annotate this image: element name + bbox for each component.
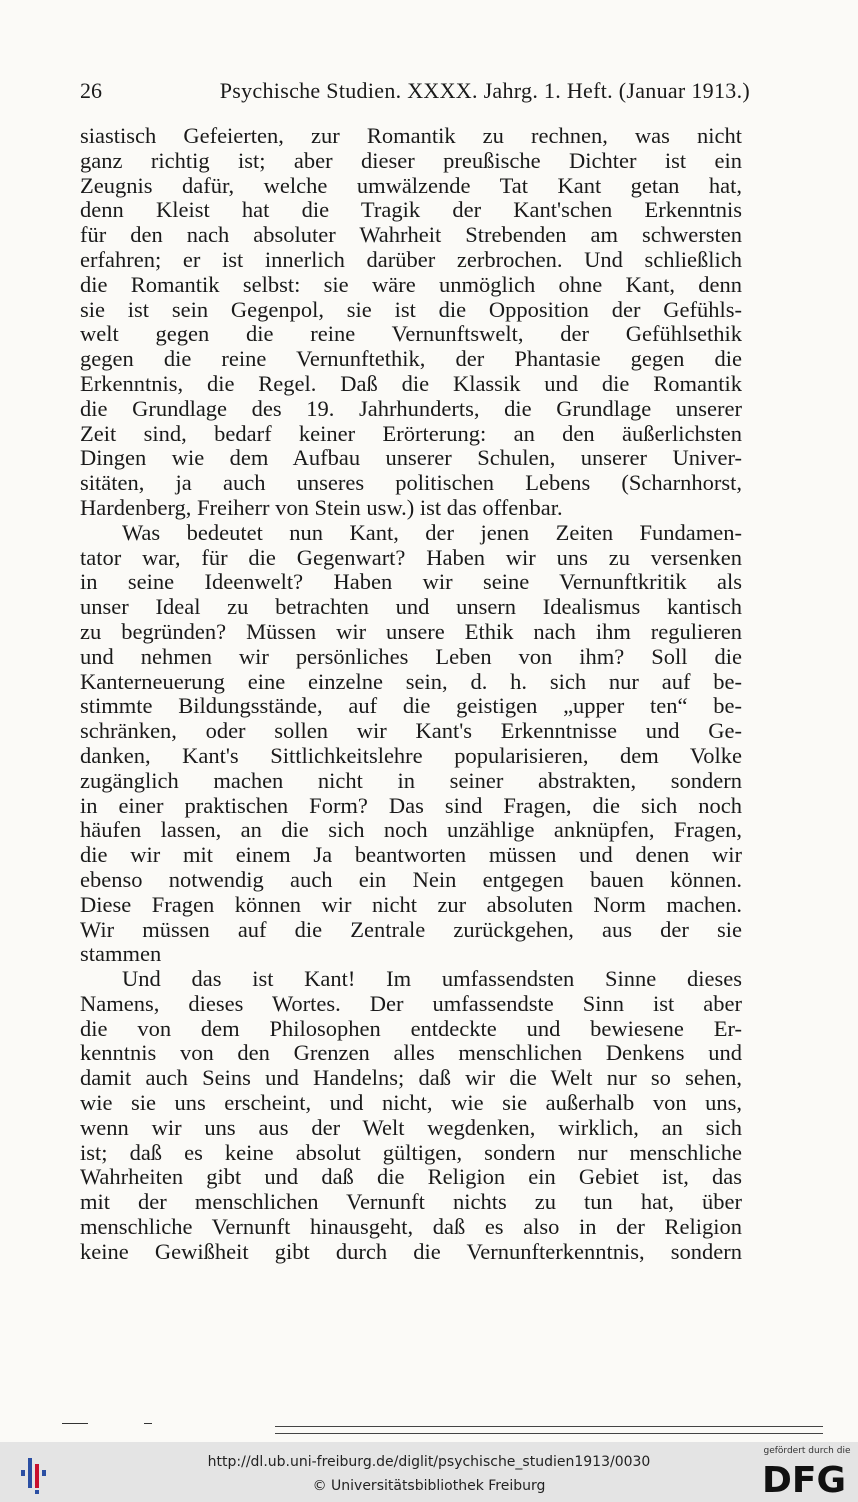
text-line: häufen lassen, an die sich noch unzählige anknüpfen, Fragen, [80, 817, 742, 843]
running-header [80, 78, 750, 104]
text-line: zugänglich machen nicht in seiner abstrakten, sondern [80, 767, 742, 793]
text-line: gegen die reine Vernunftethik, der Phantasie gegen die [80, 346, 742, 372]
copyright-notice: © Universitätsbibliothek Freiburg [312, 1478, 546, 1494]
source-url-link[interactable]: http://dl.ub.uni-freiburg.de/diglit/psychische_studien1913/0030 [207, 1454, 651, 1470]
dfg-logo-icon [758, 1458, 850, 1498]
text-line: Erkenntnis, die Regel. Daß die Klassik und die Romantik [80, 370, 742, 396]
text-line: zu begründen? Müssen wir unsere Ethik nach ihm regulieren [80, 618, 742, 644]
text-line: tator war, für die Gegenwart? Haben wir uns zu versenken [80, 544, 742, 570]
text-line: siastisch Gefeierten, zur Romantik zu rechnen, was nicht [80, 123, 742, 148]
running-title: Psychische Studien. XXXX. Jahrg. 1. Heft. (Januar 1913.) [219, 78, 750, 103]
text-line: menschliche Vernunft hinausgeht, daß es also in der Religion [80, 1214, 742, 1240]
footer-rule-long [275, 1433, 823, 1434]
text-line: wenn wir uns aus der Welt wegdenken, wirklich, an sich [80, 1114, 742, 1140]
text-line: Namens, dieses Wortes. Der umfassendste Sinn ist aber [80, 990, 742, 1016]
text-line: in seine Ideenwelt? Haben wir seine Vernunftkritik als [80, 569, 742, 595]
dfg-logo-text: DFG [761, 1460, 847, 1498]
text-line: ist; daß es keine absolut gültigen, sondern nur menschliche [80, 1139, 742, 1165]
text-line: Hardenberg, Freiherr von Stein usw.) ist das offenbar. [80, 494, 563, 520]
text-line: sie ist sein Gegenpol, sie ist die Opposition der Gefühls- [80, 296, 742, 322]
text-line: wie sie uns erscheint, und nicht, wie sie außerhalb von uns, [80, 1090, 742, 1116]
text-line: stimmte Bildungsstände, auf die geistigen „upper ten“ be- [80, 693, 742, 719]
text-line: mit der menschlichen Vernunft nichts zu tun hat, über [80, 1189, 742, 1215]
footer-rule-short [62, 1423, 88, 1424]
text-line: kenntnis von den Grenzen alles menschlichen Denkens und [80, 1040, 742, 1066]
text-line: denn Kleist hat die Tragik der Kant'schen Erkenntnis [80, 197, 742, 223]
text-line: welt gegen die reine Vernunftswelt, der Gefühlsethik [80, 321, 742, 347]
footer-rule-short [144, 1423, 152, 1424]
text-line: Wir müssen auf die Zentrale zurückgehen, aus der sie [80, 916, 742, 942]
text-line: damit auch Seins und Handelns; daß wir die Welt nur so sehen, [80, 1065, 742, 1091]
footer-rule-long [275, 1426, 823, 1427]
text-line: die Romantik selbst: sie wäre unmöglich ohne Kant, denn [80, 271, 742, 297]
funding-label: gefördert durch die [763, 1446, 851, 1456]
text-line: stammen [80, 941, 162, 967]
text-line: Zeit sind, bedarf keiner Erörterung: an den äußerlichsten [80, 420, 742, 446]
text-line: die Grundlage des 19. Jahrhunderts, die Grundlage unserer [80, 395, 742, 421]
text-line: Wahrheiten gibt und daß die Religion ein Gebiet ist, das [80, 1164, 742, 1190]
text-line: keine Gewißheit gibt durch die Vernunfterkenntnis, sondern [80, 1238, 742, 1264]
text-line: Diese Fragen können wir nicht zur absoluten Norm machen. [80, 891, 742, 917]
text-line: erfahren; er ist innerlich darüber zerbrochen. Und schließlich [80, 246, 742, 272]
viewer-footer [0, 1442, 858, 1502]
text-line: danken, Kant's Sittlichkeitslehre popularisieren, dem Volke [80, 742, 742, 768]
text-line: ganz richtig ist; aber dieser preußische Dichter ist ein [80, 147, 742, 173]
page-number: 26 [80, 78, 102, 103]
text-line: in einer praktischen Form? Das sind Fragen, die sich noch [80, 792, 742, 818]
text-line: die von dem Philosophen entdeckte und bewiesene Er- [80, 1015, 742, 1041]
text-line: Zeugnis dafür, welche umwälzende Tat Kant getan hat, [80, 172, 742, 198]
text-line: für den nach absoluter Wahrheit Strebenden am schwersten [80, 222, 742, 248]
text-line: ebenso notwendig auch ein Nein entgegen bauen können. [80, 866, 742, 892]
text-line: sitäten, ja auch unseres politischen Lebens (Scharnhorst, [80, 470, 742, 496]
text-line: Was bedeutet nun Kant, der jenen Zeiten Fundamen- [122, 519, 742, 545]
text-line: und nehmen wir persönliches Leben von ihm? Soll die [80, 643, 742, 669]
text-line: schränken, oder sollen wir Kant's Erkenntnisse und Ge- [80, 718, 742, 744]
text-line: Und das ist Kant! Im umfassendsten Sinne dieses [122, 966, 742, 992]
text-line: unser Ideal zu betrachten und unsern Idealismus kantisch [80, 594, 742, 620]
text-line: Kanterneuerung eine einzelne sein, d. h. sich nur auf be- [80, 668, 742, 694]
body-text [80, 124, 742, 1265]
text-line: die wir mit einem Ja beantworten müssen und denen wir [80, 842, 742, 868]
text-line: Dingen wie dem Aufbau unserer Schulen, unserer Univer- [80, 445, 742, 471]
